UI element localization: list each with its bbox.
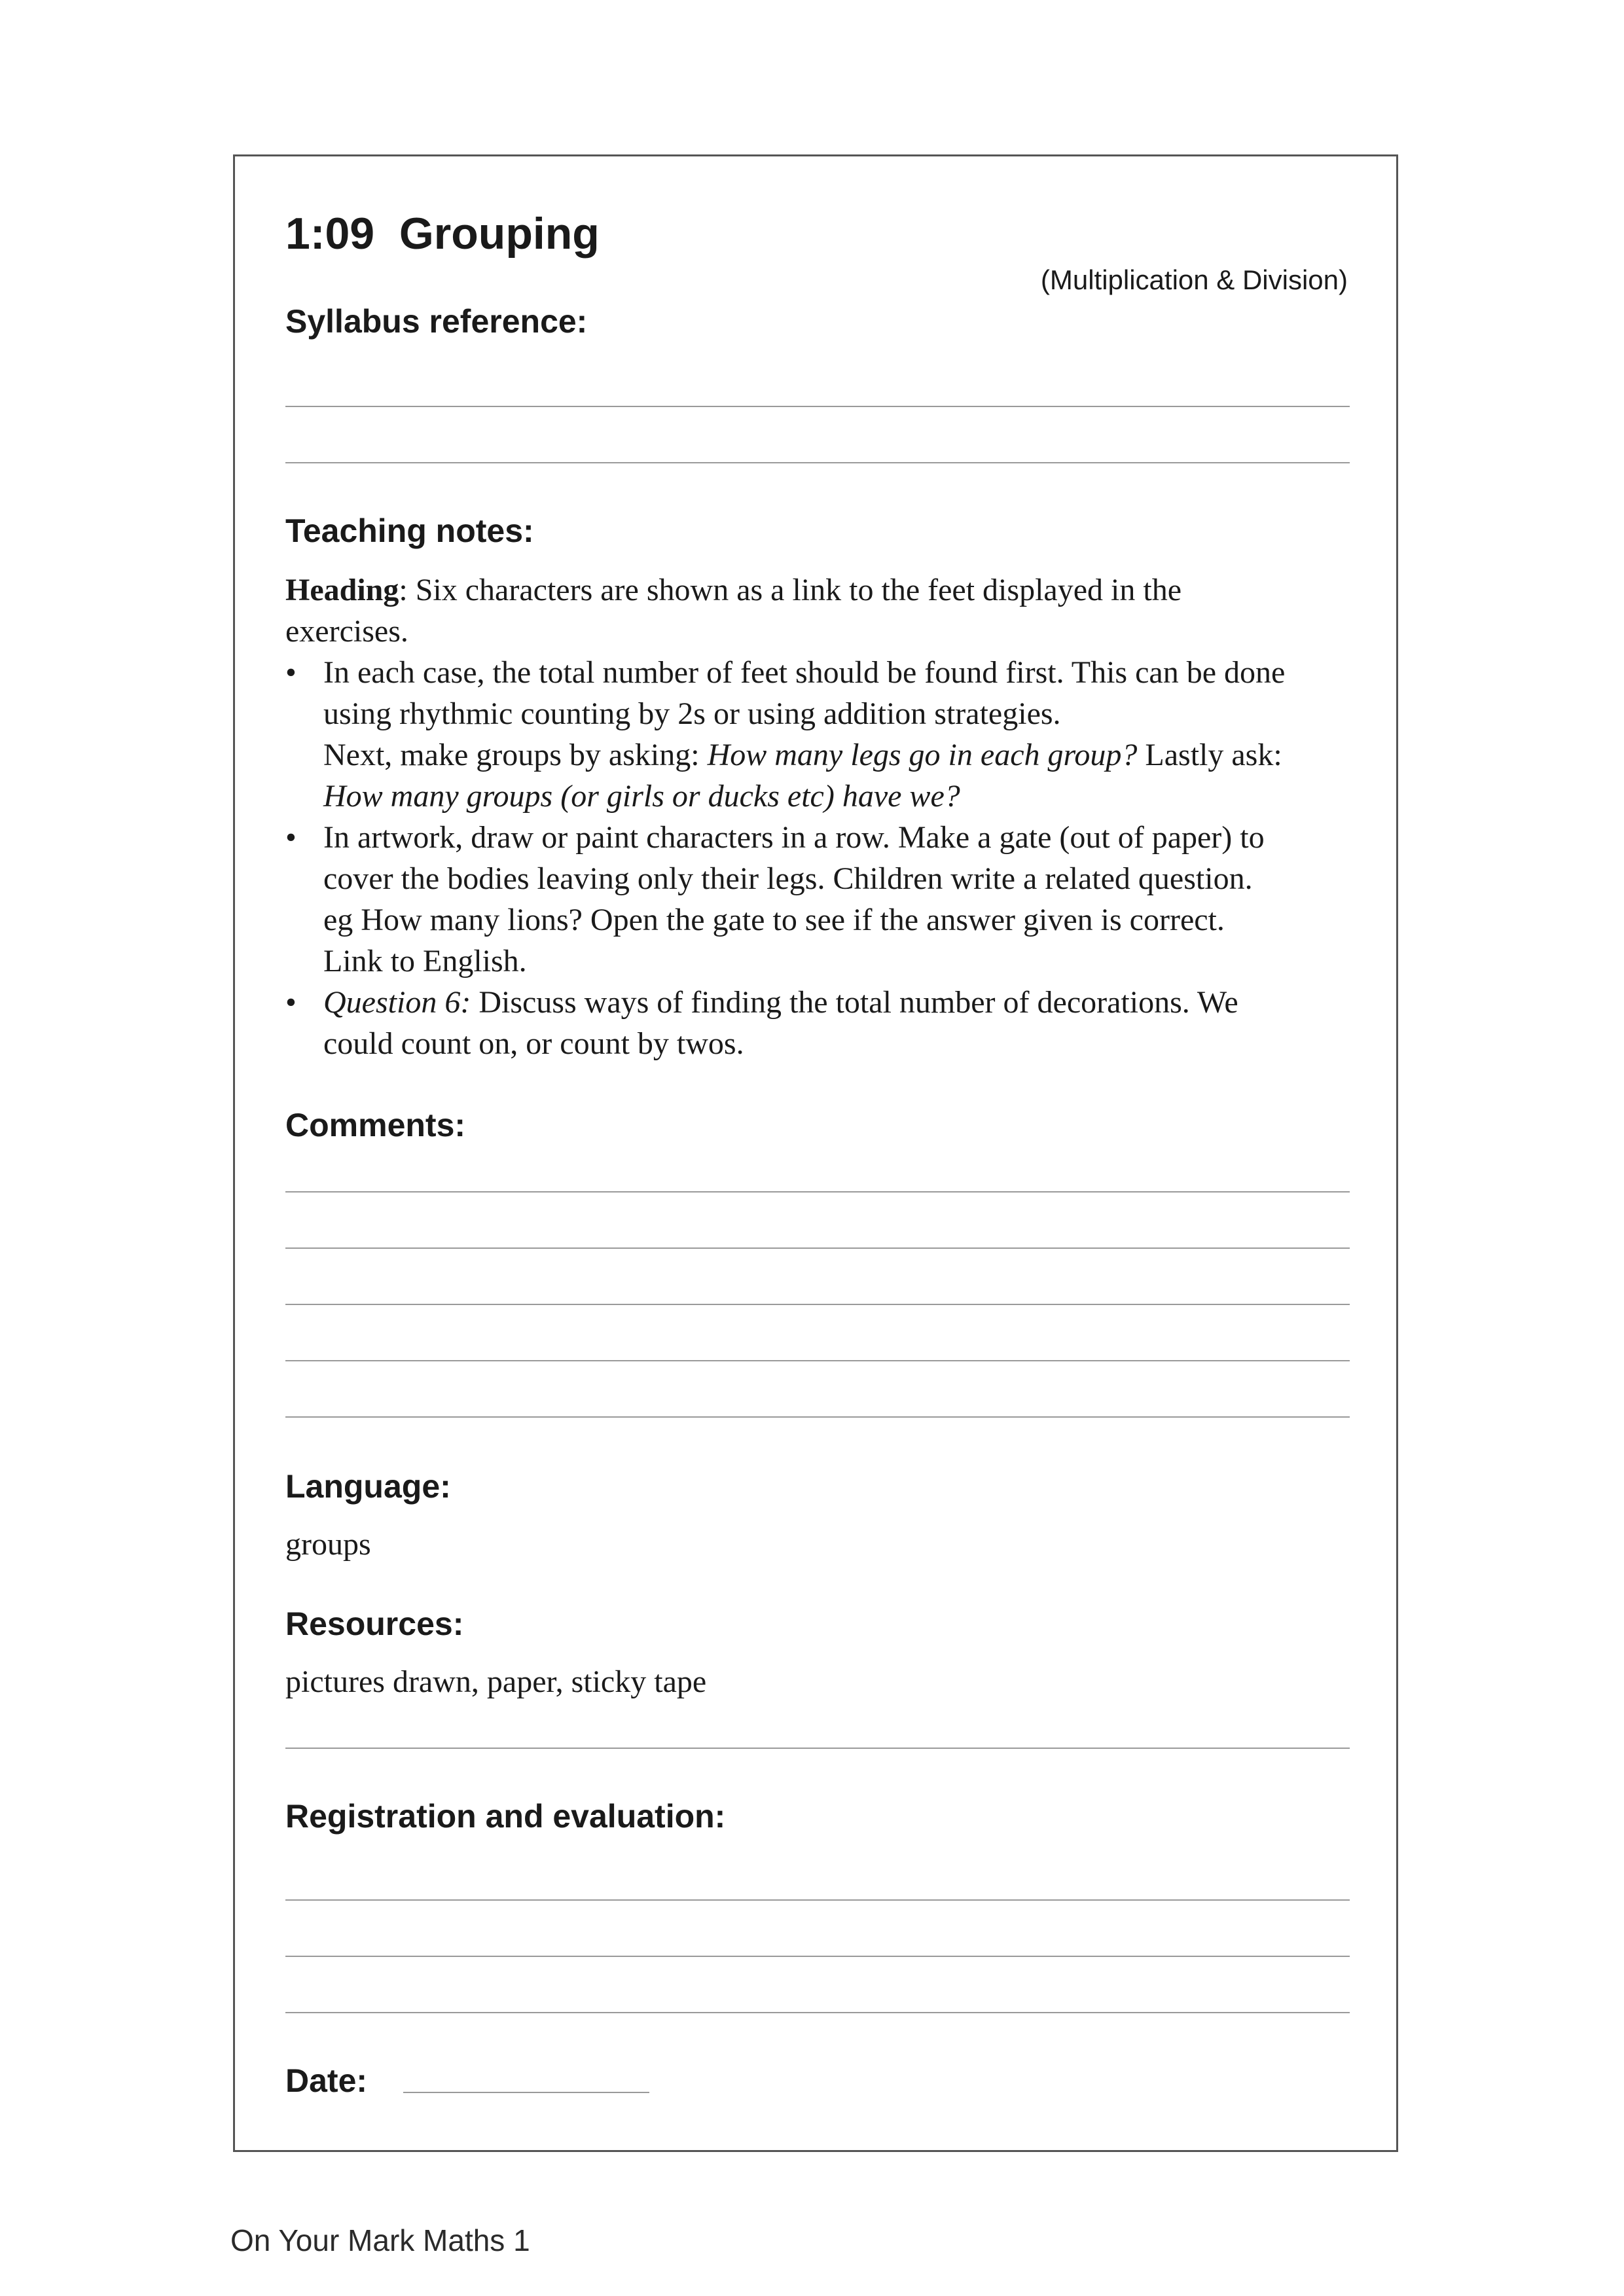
footer-book-title: On Your Mark Maths 1: [230, 2223, 530, 2257]
resources-value: pictures drawn, paper, sticky tape: [285, 1664, 707, 1699]
resources-line[interactable]: [285, 1748, 1350, 1749]
comments-heading: Comments:: [285, 1107, 466, 1143]
worksheet-frame: [233, 154, 1398, 2152]
registration-line-2[interactable]: [285, 1956, 1350, 1957]
list-item: • Question 6: Discuss ways of finding the total number of decorations. We could count on, or count by twos.: [285, 982, 1359, 1064]
list-item: • In each case, the total number of feet should be found first. This can be done using rhythmic counting by 2s or using addition strategies. Next, make groups by asking: How many legs go in each group? Lastly ask: How many groups (or girls or ducks etc) have we?: [285, 652, 1359, 817]
language-heading: Language:: [285, 1468, 451, 1505]
syllabus-heading: Syllabus reference:: [285, 303, 588, 340]
notes-list: [285, 652, 1359, 1064]
syllabus-line-2[interactable]: [285, 462, 1350, 463]
comments-line-4[interactable]: [285, 1360, 1350, 1361]
comments-line-3[interactable]: [285, 1304, 1350, 1305]
comments-line-1[interactable]: [285, 1191, 1350, 1193]
registration-heading: Registration and evaluation:: [285, 1798, 726, 1835]
syllabus-line-1[interactable]: [285, 406, 1350, 407]
registration-line-1[interactable]: [285, 1899, 1350, 1901]
teaching-notes-body: [285, 569, 1359, 1064]
date-label: Date:: [285, 2062, 368, 2099]
language-value: groups: [285, 1527, 371, 1562]
date-field[interactable]: [403, 2092, 649, 2093]
heading-note-label: Heading: [285, 573, 399, 607]
resources-heading: Resources:: [285, 1605, 464, 1642]
page-title: 1:09 Grouping: [285, 209, 600, 259]
teaching-notes-heading: Teaching notes:: [285, 512, 534, 549]
comments-line-2[interactable]: [285, 1247, 1350, 1249]
strand-label: (Multiplication & Division): [1040, 264, 1348, 295]
heading-note: Heading: Six characters are shown as a link to the feet displayed in the exercises.: [285, 573, 1182, 649]
list-item: • In artwork, draw or paint characters in a row. Make a gate (out of paper) to cover the bodies leaving only their legs. Children write a related question. eg How many lions? Open the gate to see if the answer given is correct. Link to English.: [285, 817, 1359, 982]
comments-line-5[interactable]: [285, 1416, 1350, 1418]
registration-line-3[interactable]: [285, 2012, 1350, 2013]
